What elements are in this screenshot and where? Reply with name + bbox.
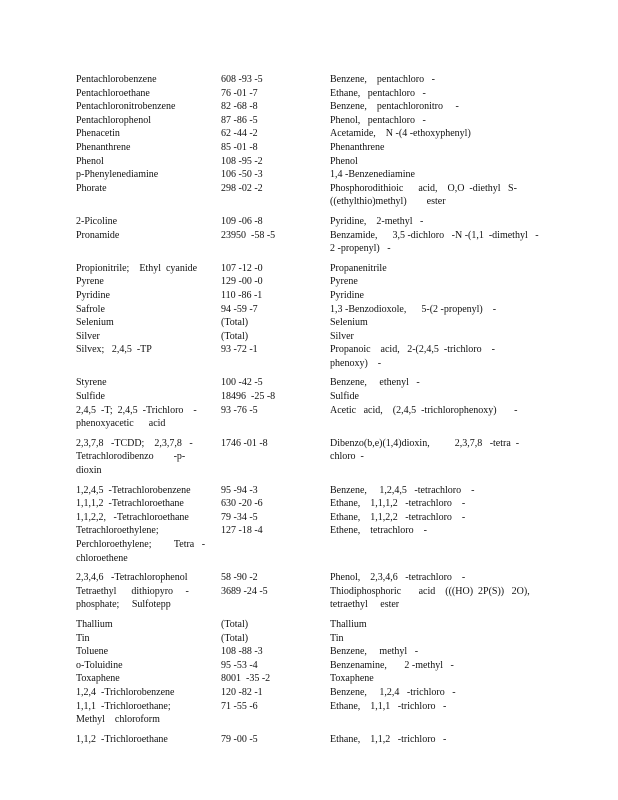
table-row (76, 645, 556, 659)
chemical-synonym: Acetamide, N -(4 -ethoxyphenyl) (330, 128, 471, 140)
chemical-name: Phenacetin (76, 128, 120, 140)
chemical-synonym: 1,4 -Benzenediamine (330, 169, 415, 181)
table-row (76, 404, 556, 437)
chemical-name: 1,1,2,2, -Tetrachloroethane (76, 511, 189, 523)
table-row (76, 229, 556, 262)
chemical-synonym: Propanenitrile (330, 262, 387, 274)
table-row (76, 585, 556, 618)
chemical-name: 1,1,2 -Trichloroethane (76, 733, 168, 745)
cas-number: 95 -53 -4 (221, 659, 258, 671)
chemical-synonym: Phenanthrene (330, 141, 385, 153)
chemical-name: Toluene (76, 646, 109, 658)
cas-number: 95 -94 -3 (221, 484, 258, 496)
chemical-name: 2,4,5 -T; 2,4,5 -Trichloro - phenoxyacetic acid (76, 404, 197, 430)
table-row (76, 484, 556, 498)
table-row (76, 511, 556, 525)
cas-number: 1746 -01 -8 (221, 437, 268, 449)
table-row (76, 155, 556, 169)
table-row (76, 437, 556, 484)
cas-number: 79 -00 -5 (221, 733, 258, 745)
chemical-name: 2-Picoline (76, 215, 118, 227)
chemical-synonym: Tin (330, 632, 344, 644)
chemical-synonym: Ethane, pentachloro - (330, 87, 426, 99)
table-row (76, 686, 556, 700)
cas-number: 298 -02 -2 (221, 182, 263, 194)
table-row (76, 632, 556, 646)
cas-number: 109 -06 -8 (221, 215, 263, 227)
chemical-synonym: Ethane, 1,1,1,2 -tetrachloro - (330, 498, 466, 510)
table-row (76, 87, 556, 101)
chemical-synonym: Ethene, tetrachloro - (330, 525, 427, 537)
cas-number: 79 -34 -5 (221, 511, 258, 523)
table-row (76, 100, 556, 114)
chemical-name: Silvex; 2,4,5 -TP (76, 344, 152, 356)
table-row (76, 182, 556, 215)
chemical-name: Thallium (76, 619, 113, 630)
table-row (76, 316, 556, 330)
chemical-name: Pentachloronitrobenzene (76, 101, 176, 113)
chemical-name: Pyrene (76, 276, 104, 288)
table-row (76, 497, 556, 511)
table-row (76, 733, 556, 747)
table-row (76, 141, 556, 155)
cas-number: 71 -55 -6 (221, 700, 258, 712)
chemical-synonym: Benzene, 1,2,4,5 -tetrachloro - (330, 484, 475, 496)
chemical-synonym: 1,3 -Benzodioxole, 5-(2 -propenyl) - (330, 303, 497, 315)
chemical-synonym: Dibenzo(b,e)(1,4)dioxin, 2,3,7,8 -tetra - chloro - (330, 437, 520, 463)
chemical-name: Styrene (76, 377, 107, 389)
chemical-synonym: Propanoic acid, 2-(2,4,5 -trichloro - phenoxy) - (330, 344, 495, 369)
table-row (76, 524, 556, 571)
cas-number: 108 -88 -3 (221, 646, 263, 658)
table-row (76, 659, 556, 673)
chemical-synonym: Silver (330, 330, 354, 342)
chemical-synonym: Sulfide (330, 391, 359, 403)
chemical-name: Silver (76, 330, 100, 342)
cas-number: 85 -01 -8 (221, 141, 258, 153)
table-row (76, 343, 556, 376)
cas-number: 630 -20 -6 (221, 498, 263, 510)
cas-number: 110 -86 -1 (221, 289, 263, 301)
chemical-synonym: Thiodiphosphoric acid (((HO) 2P(S)) 2O), tetraethyl ester (330, 585, 530, 611)
table-row (76, 262, 556, 276)
table-row (76, 700, 556, 733)
chemical-synonym: Benzamide, 3,5 -dichloro -N -(1,1 -dimethyl - 2 -propenyl) - (330, 229, 539, 255)
chemical-table (76, 73, 556, 746)
table-row (76, 390, 556, 404)
chemical-synonym: Benzenamine, 2 -methyl - (330, 659, 454, 671)
cas-number: 23950 -58 -5 (221, 229, 276, 241)
table-row (76, 330, 556, 344)
chemical-synonym: Toxaphene (330, 673, 374, 685)
chemical-name: 1,2,4,5 -Tetrachlorobenzene (76, 484, 191, 496)
cas-number: 82 -68 -8 (221, 101, 258, 113)
table-row (76, 114, 556, 128)
chemical-name: p-Phenylenediamine (76, 169, 159, 181)
cas-number: (Total) (221, 317, 249, 329)
cas-number: 58 -90 -2 (221, 572, 258, 584)
chemical-name: Tetrachloroethylene; Perchloroethylene; Tetra - chloroethene (76, 525, 206, 564)
table-row (76, 289, 556, 303)
chemical-synonym: Ethane, 1,1,2,2 -tetrachloro - (330, 511, 466, 523)
cas-number: 106 -50 -3 (221, 169, 263, 181)
cas-number: 608 -93 -5 (221, 74, 263, 85)
chemical-name: o-Toluidine (76, 659, 123, 671)
cas-number: (Total) (221, 619, 249, 630)
chemical-name: Pronamide (76, 229, 120, 241)
chemical-name: 1,1,1 -Trichloroethane; Methyl chloroform (76, 700, 171, 726)
chemical-synonym: Pyridine (330, 289, 364, 301)
cas-number: 127 -18 -4 (221, 525, 263, 537)
cas-number: 93 -76 -5 (221, 404, 258, 416)
chemical-synonym: Pyrene (330, 276, 358, 288)
cas-number: 3689 -24 -5 (221, 585, 268, 597)
cas-number: 87 -86 -5 (221, 114, 258, 126)
chemical-synonym: Thallium (330, 619, 367, 630)
chemical-name: Pyridine (76, 289, 110, 301)
chemical-name: Phenanthrene (76, 141, 131, 153)
cas-number: 8001 -35 -2 (221, 673, 271, 685)
chemical-synonym: Benzene, ethenyl - (330, 377, 420, 389)
table-row (76, 73, 556, 87)
cas-number: 62 -44 -2 (221, 128, 258, 140)
chemical-name: Propionitrile; Ethyl cyanide (76, 262, 198, 274)
chemical-synonym: Selenium (330, 317, 368, 329)
chemical-name: Pentachlorophenol (76, 114, 151, 126)
cas-number: (Total) (221, 632, 249, 644)
table-row (76, 303, 556, 317)
chemical-synonym: Benzene, 1,2,4 -trichloro - (330, 686, 456, 698)
cas-number: 76 -01 -7 (221, 87, 258, 99)
cas-number: 94 -59 -7 (221, 303, 258, 315)
table-row (76, 571, 556, 585)
chemical-name: Selenium (76, 317, 114, 329)
chemical-synonym: Benzene, pentachloro - (330, 74, 435, 85)
chemical-synonym: Phenol, pentachloro - (330, 114, 426, 126)
table-row (76, 168, 556, 182)
chemical-synonym: Benzene, pentachloronitro - (330, 101, 459, 113)
chemical-synonym: Acetic acid, (2,4,5 -trichlorophenoxy) - (330, 404, 518, 416)
chemical-name: Sulfide (76, 391, 105, 403)
chemical-name: 2,3,7,8 -TCDD; 2,3,7,8 - Tetrachlorodibenzo -p- dioxin (76, 437, 193, 477)
cas-number: 129 -00 -0 (221, 276, 263, 288)
chemical-name: Pentachloroethane (76, 87, 150, 99)
chemical-name: 1,2,4 -Trichlorobenzene (76, 686, 175, 698)
chemical-synonym: Benzene, methyl - (330, 646, 419, 658)
cas-number: 18496 -25 -8 (221, 391, 276, 403)
chemical-synonym: Pyridine, 2-methyl - (330, 215, 424, 227)
table-row (76, 376, 556, 390)
chemical-name: 2,3,4,6 -Tetrachlorophenol (76, 572, 188, 584)
chemical-name: Pentachlorobenzene (76, 74, 157, 85)
chemical-name: Phorate (76, 182, 107, 194)
chemical-name: Tin (76, 632, 90, 644)
chemical-name: Safrole (76, 303, 105, 315)
table-row (76, 275, 556, 289)
table-row (76, 127, 556, 141)
table-row (76, 215, 556, 229)
chemical-name: 1,1,1,2 -Tetrachloroethane (76, 498, 184, 510)
chemical-synonym: Ethane, 1,1,1 -trichloro - (330, 700, 447, 712)
cas-number: 107 -12 -0 (221, 262, 263, 274)
chemical-synonym: Ethane, 1,1,2 -trichloro - (330, 733, 447, 745)
chemical-synonym: Phenol, 2,3,4,6 -tetrachloro - (330, 572, 466, 584)
cas-number: 120 -82 -1 (221, 686, 263, 698)
chemical-synonym: Phenol (330, 155, 358, 167)
chemical-name: Tetraethyl dithiopyro - phosphate; Sulfotepp (76, 585, 189, 611)
chemical-name: Toxaphene (76, 673, 120, 685)
chemical-synonym: Phosphorodithioic acid, O,O -diethyl S- ((ethylthio)methyl) ester (330, 182, 517, 208)
cas-number: 108 -95 -2 (221, 155, 263, 167)
table-row (76, 618, 556, 632)
cas-number: (Total) (221, 330, 249, 342)
table-row (76, 672, 556, 686)
cas-number: 100 -42 -5 (221, 377, 263, 389)
cas-number: 93 -72 -1 (221, 344, 258, 356)
chemical-name: Phenol (76, 155, 104, 167)
